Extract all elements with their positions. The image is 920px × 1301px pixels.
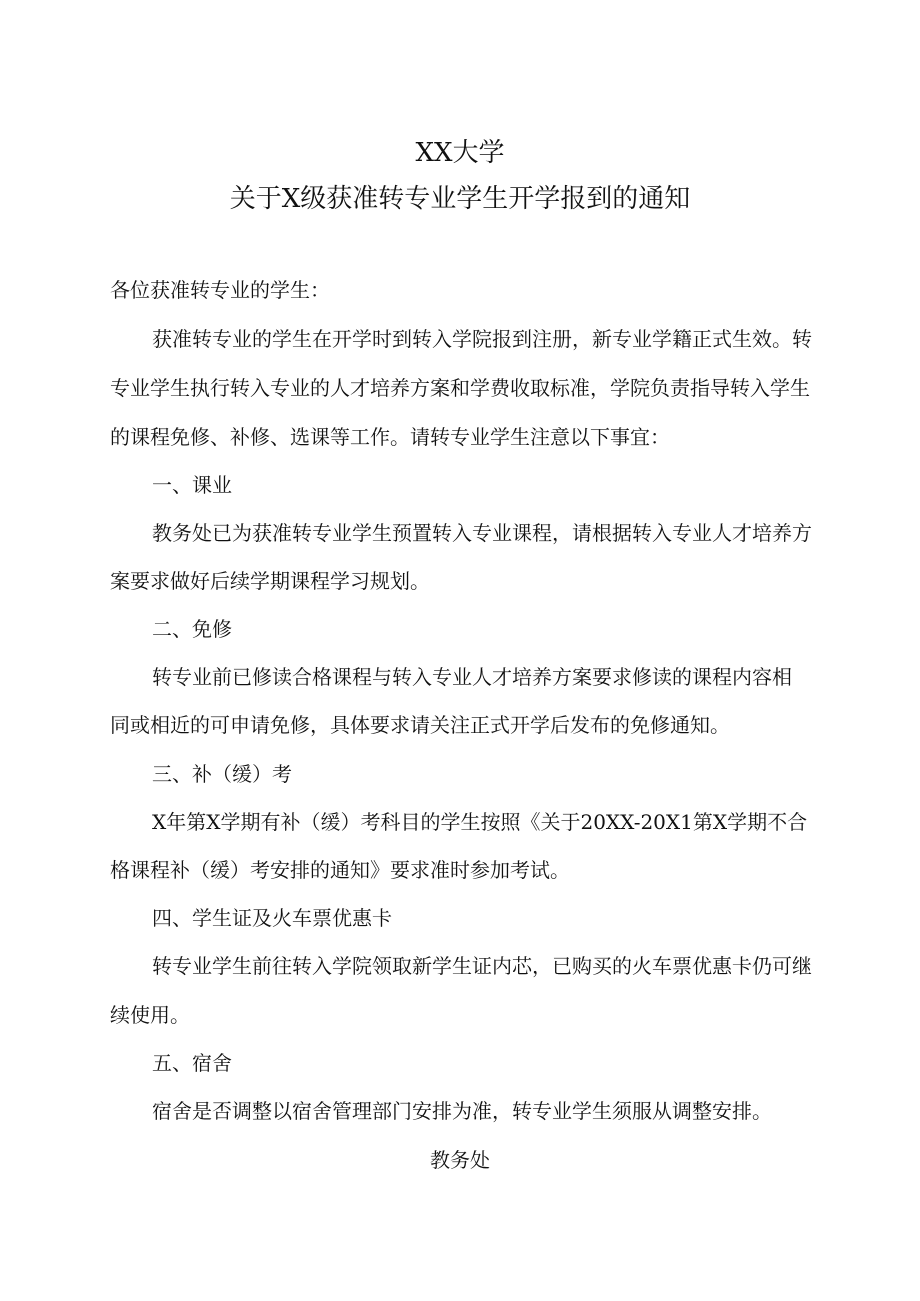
section-body-line: 转专业学生前往转入学院领取新学生证内芯，已购买的火车票优惠卡仍可继 <box>152 954 812 978</box>
section-body-line: 格课程补（缓）考安排的通知》要求准时参加考试。 <box>110 858 570 882</box>
section-heading-coursework: 一、课业 <box>152 473 232 497</box>
section-heading-student-card: 四、学生证及火车票优惠卡 <box>152 906 392 930</box>
section-heading-dormitory: 五、宿舍 <box>152 1051 232 1075</box>
section-body-line: 续使用。 <box>110 1003 190 1027</box>
section-body-line: 宿舍是否调整以宿舍管理部门安排为准，转专业学生须服从调整安排。 <box>152 1099 772 1123</box>
section-body-line: X年第X学期有补（缓）考科目的学生按照《关于20XX-20X1第X学期不合 <box>152 810 808 834</box>
university-title: XX大学 <box>415 138 505 168</box>
section-body-line: 同或相近的可申请免修，具体要求请关注正式开学后发布的免修通知。 <box>110 713 730 737</box>
section-heading-exemption: 二、免修 <box>152 617 232 641</box>
section-body-line: 案要求做好后续学期课程学习规划。 <box>110 569 430 593</box>
notice-subject: 关于X级获准转专业学生开学报到的通知 <box>229 184 691 214</box>
signature: 教务处 <box>430 1148 490 1172</box>
intro-line: 的课程免修、补修、选课等工作。请转专业学生注意以下事宜： <box>110 425 670 449</box>
section-body-line: 转专业前已修读合格课程与转入专业人才培养方案要求修读的课程内容相 <box>152 665 792 689</box>
intro-line: 专业学生执行转入专业的人才培养方案和学费收取标准，学院负责指导转入学生 <box>110 376 810 400</box>
intro-line: 获准转专业的学生在开学时到转入学院报到注册，新专业学籍正式生效。转 <box>152 327 812 351</box>
section-body-line: 教务处已为获准转专业学生预置转入专业课程，请根据转入专业人才培养方 <box>152 521 812 545</box>
section-heading-makeup-exam: 三、补（缓）考 <box>152 762 292 786</box>
salutation: 各位获准转专业的学生： <box>110 278 330 302</box>
